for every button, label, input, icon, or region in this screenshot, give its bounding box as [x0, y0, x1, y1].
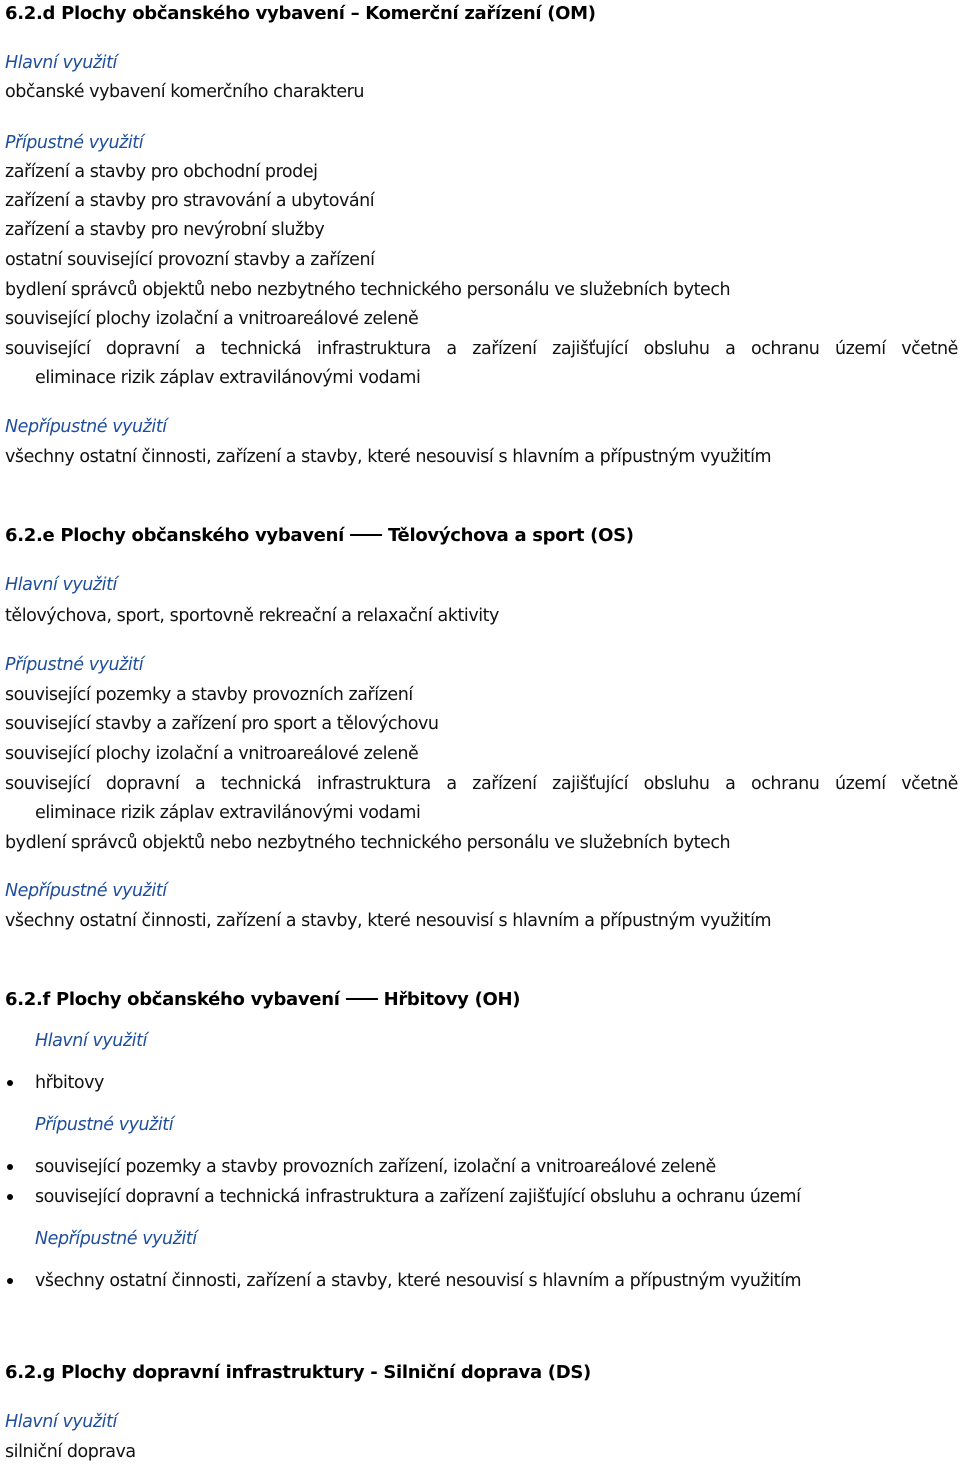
list-item: související stavby a zařízení pro sport a tělovýchovu [5, 714, 439, 734]
heading-text [5, 989, 520, 1010]
list-item: související pozemky a stavby provozních zařízení, izolační a vnitroareálové zeleně [35, 1157, 716, 1177]
list-item: související dopravní a technická infrastruktura a zařízení zajišťující obsluhu a ochranu území [35, 1187, 801, 1207]
label-hlavni: Hlavní využití [5, 1412, 117, 1432]
section-heading-ds: 6.2.g Plochy dopravní infrastruktury - Silniční doprava (DS) [5, 1362, 591, 1383]
list-item: související dopravní a technická infrastruktura a zařízení zajišťující obsluhu a ochranu území včetně [5, 339, 958, 359]
heading-text [5, 525, 634, 546]
list-item: tělovýchova, sport, sportovně rekreační a relaxační aktivity [5, 606, 499, 626]
list-item: občanské vybavení komerčního charakteru [5, 82, 365, 102]
heading-dash [346, 998, 378, 1000]
label-nepripustne: Nepřípustné využití [5, 417, 167, 437]
label-pripustne: Přípustné využití [35, 1115, 174, 1135]
list-item: hřbitovy [35, 1073, 104, 1093]
heading-part: 6.2.e Plochy občanského vybavení [5, 525, 350, 546]
bullet-icon [7, 1080, 13, 1086]
heading-part: 6.2.f Plochy občanského vybavení [5, 989, 346, 1010]
list-item: související pozemky a stavby provozních zařízení [5, 685, 413, 705]
list-item: související plochy izolační a vnitroareálové zeleně [5, 744, 419, 764]
section-heading-oh [5, 989, 520, 1011]
list-item: bydlení správců objektů nebo nezbytného technického personálu ve služebních bytech [5, 833, 731, 853]
section-heading-os [5, 525, 634, 547]
list-item: všechny ostatní činnosti, zařízení a stavby, které nesouvisí s hlavním a přípustným využitím [5, 447, 772, 467]
list-item: všechny ostatní činnosti, zařízení a stavby, které nesouvisí s hlavním a přípustným využitím [5, 911, 772, 931]
label-hlavni: Hlavní využití [5, 575, 117, 595]
list-item: všechny ostatní činnosti, zařízení a stavby, které nesouvisí s hlavním a přípustným využitím [35, 1271, 802, 1291]
bullet-icon [7, 1278, 13, 1284]
heading-part: Tělovýchova a sport (OS) [387, 525, 634, 546]
heading-dash [350, 534, 382, 536]
list-item: zařízení a stavby pro obchodní prodej [5, 162, 318, 182]
label-hlavni: Hlavní využití [5, 53, 117, 73]
bullet-icon [7, 1194, 13, 1200]
heading-part: Hřbitovy (OH) [383, 989, 521, 1010]
list-item-continuation: eliminace rizik záplav extravilánovými vodami [35, 803, 421, 823]
label-nepripustne: Nepřípustné využití [5, 881, 167, 901]
label-pripustne: Přípustné využití [5, 133, 144, 153]
label-hlavni: Hlavní využití [35, 1031, 147, 1051]
bullet-icon [7, 1164, 13, 1170]
list-item: zařízení a stavby pro nevýrobní služby [5, 220, 325, 240]
label-nepripustne: Nepřípustné využití [35, 1229, 197, 1249]
list-item: ostatní související provozní stavby a zařízení [5, 250, 375, 270]
list-item: související plochy izolační a vnitroareálové zeleně [5, 309, 419, 329]
section-heading-om: 6.2.d Plochy občanského vybavení – Komerční zařízení (OM) [5, 3, 596, 24]
list-item: bydlení správců objektů nebo nezbytného technického personálu ve služebních bytech [5, 280, 731, 300]
list-item: zařízení a stavby pro stravování a ubytování [5, 191, 375, 211]
list-item: související dopravní a technická infrastruktura a zařízení zajišťující obsluhu a ochranu území včetně [5, 774, 958, 794]
label-pripustne: Přípustné využití [5, 655, 144, 675]
list-item-continuation: eliminace rizik záplav extravilánovými vodami [35, 368, 421, 388]
list-item: silniční doprava [5, 1442, 136, 1462]
